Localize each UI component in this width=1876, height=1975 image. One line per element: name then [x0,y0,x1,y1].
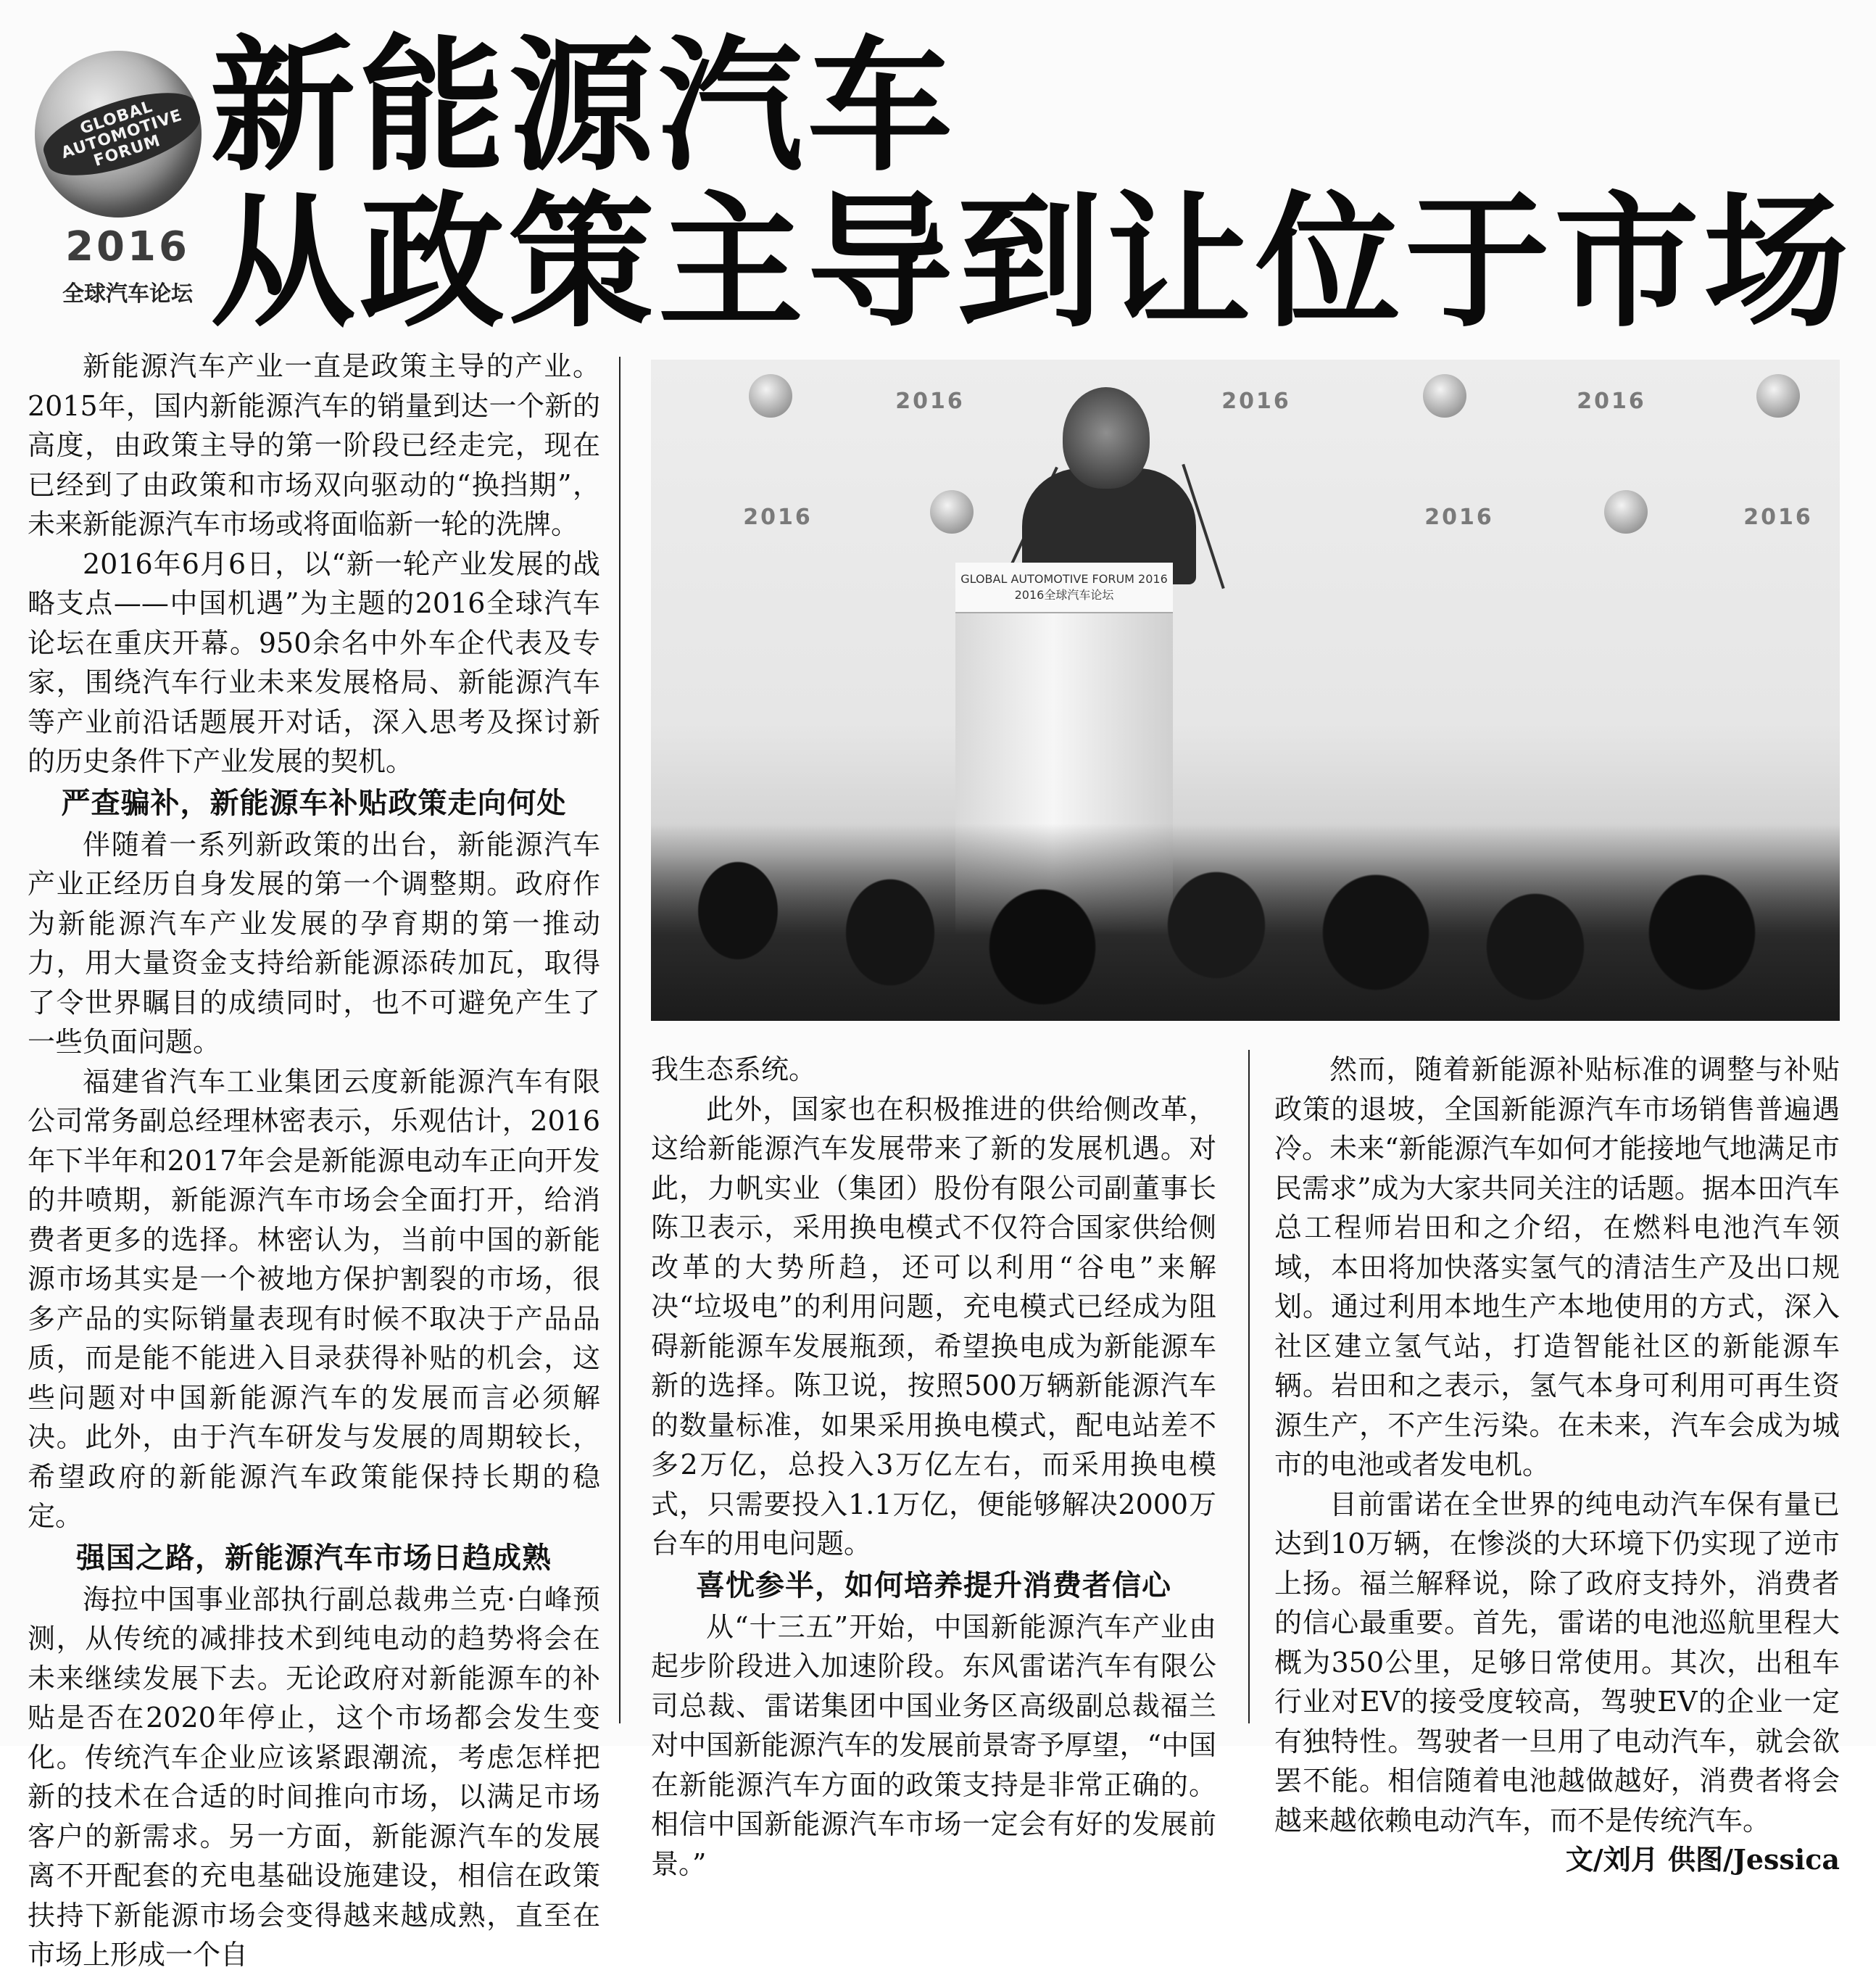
paragraph: 目前雷诺在全世界的纯电动汽车保有量已达到10万辆，在惨淡的大环境下仍实现了逆市上扬。福兰解释说，除了政府支持外，消费者的信心最重要。首先，雷诺的电池巡航里程大概为350公里，足够日常使用。其次，出租车行业对EV的接受度较高，驾驶EV的企业一定有独特性。驾驶者一旦用了电动汽车，就会欲罢不能。相信随着电池越做越好，消费者将会越来越依赖电动汽车，而不是传统汽车。 [1274,1488,1840,1837]
column-divider [1248,1050,1250,1723]
subheading: 严查骗补，新能源车补贴政策走向何处 [61,786,567,820]
backdrop-year: 2016 [743,505,813,530]
paragraph: 我生态系统。 [651,1053,817,1085]
podium-sign [955,563,1173,613]
article-column-2 [651,1050,1216,1884]
backdrop-logo [1419,505,1499,530]
article-column-1 [28,347,600,1975]
paragraph: 2016年6月6日，以“新一轮产业发展的战略支点——中国机遇”为主题的2016全球汽车论坛在重庆开幕。950余名中外车企代表及专家，围绕汽车行业未来发展格局、新能源汽车等产业前沿话题展开对话，深入思考及探讨新的历史条件下产业发展的契机。 [28,547,600,777]
logo-year: 2016 [65,223,190,270]
backdrop-logo [1738,374,1818,421]
globe-icon [749,374,792,418]
globe-icon [930,490,974,534]
forum-logo [35,51,209,307]
backdrop-year: 2016 [1743,505,1813,530]
byline-credit: 文/刘月 供图/Jessica [1565,1843,1840,1876]
headline-line-1: 新能源汽车 [210,22,958,191]
backdrop-logo [1405,374,1485,421]
paragraph: 从“十三五”开始，中国新能源汽车产业由起步阶段进入加速阶段。东风雷诺汽车有限公司总裁、雷诺集团中国业务区高级副总裁福兰对中国新能源汽车的发展前景寄予厚望，“中国在新能源汽车方面的政策支持是非常正确的。相信中国新能源汽车市场一定会有好的发展前景。” [651,1610,1216,1880]
backdrop-year: 2016 [895,389,965,414]
backdrop-year: 2016 [1424,505,1494,530]
backdrop-year: 2016 [1221,389,1291,414]
backdrop-logo [731,374,810,421]
logo-band-text: GLOBAL AUTOMOTIVE FORUM [36,78,207,190]
headline-line-2: 从政策主导到让位于市场 [210,178,1854,347]
backdrop-logo [1586,490,1666,537]
subheading: 强国之路，新能源汽车市场日趋成熟 [76,1541,552,1575]
paragraph: 此外，国家也在积极推进的供给侧改革，这给新能源汽车发展带来了新的发展机遇。对此，力帆实业（集团）股份有限公司副董事长陈卫表示，采用换电模式不仅符合国家供给侧改革的大势所趋，还可以利用“谷电”来解决“垃圾电”的利用问题，充电模式已经成为阻碍新能源车发展瓶颈，希望换电成为新能源车新的选择。陈卫说，按照500万辆新能源汽车的数量标准，如果采用换电模式，配电站差不多2万亿，总投入3万亿左右，而采用换电模式，只需要投入1.1万亿，便能够解决2000万台车的用电问题。 [651,1093,1216,1560]
logo-chinese-name: 全球汽车论坛 [62,281,193,307]
podium-sign-line-1: GLOBAL AUTOMOTIVE FORUM 2016 [960,572,1168,586]
paragraph: 然而，随着新能源补贴标准的调整与补贴政策的退坡，全国新能源汽车市场销售普遍遇冷。未来“新能源汽车如何才能接地气地满足市民需求”成为大家共同关注的话题。据本田汽车总工程师岩田和之介绍，在燃料电池汽车领域，本田将加快落实氢气的清洁生产及出口规划。通过利用本地生产本地使用的方式，深入社区建立氢气站，打造智能社区的新能源车辆。岩田和之表示，氢气本身可利用可再生资源生产，不产生污染。在未来，汽车会成为城市的电池或者发电机。 [1274,1053,1840,1481]
audience-silhouettes [651,824,1840,1021]
podium-sign-line-2: 2016全球汽车论坛 [1014,588,1114,602]
backdrop-logo [1572,389,1651,414]
headline [210,22,1863,347]
backdrop-logo [890,389,970,414]
subheading: 喜忧参半，如何培养提升消费者信心 [696,1568,1171,1602]
article-column-3 [1274,1050,1840,1880]
backdrop-logo [1216,389,1296,414]
globe-icon [1604,490,1648,534]
paragraph: 福建省汽车工业集团云度新能源汽车有限公司常务副总经理林密表示，乐观估计，2016年下半年和2017年会是新能源电动车正向开发的井喷期，新能源汽车市场会全面打开，给消费者更多的选择。林密认为，当前中国的新能源市场其实是一个被地方保护割裂的市场，很多产品的实际销量表现有时候不取决于产品品质，而是能不能进入目录获得补贴的机会，这些问题对中国新能源汽车的发展而言必须解决。此外，由于汽车研发与发展的周期较长，希望政府的新能源汽车政策能保持长期的稳定。 [28,1065,600,1532]
paragraph: 新能源汽车产业一直是政策主导的产业。2015年，国内新能源汽车的销量到达一个新的高度，由政策主导的第一阶段已经走完，现在已经到了由政策和市场双向驱动的“换挡期”，未来新能源汽车市场或将面临新一轮的洗牌。 [28,350,600,540]
paragraph: 伴随着一系列新政策的出台，新能源汽车产业正经历自身发展的第一个调整期。政府作为新能源汽车产业发展的孕育期的第一推动力，用大量资金支持给新能源添砖加瓦，取得了令世界瞩目的成绩同时，也不可避免产生了一些负面问题。 [28,828,600,1058]
paragraph: 海拉中国事业部执行副总裁弗兰克·白峰预测，从传统的减排技术到纯电动的趋势将会在未来继续发展下去。无论政府对新能源车的补贴是否在2020年停止，这个市场都会发生变化。传统汽车企业应该紧跟潮流，考虑怎样把新的技术在合适的时间推向市场，以满足市场客户的新需求。另一方面，新能源汽车的发展离不开配套的充电基础设施建设，相信在政策扶持下新能源市场会变得越来越成熟，直至在市场上形成一个自 [28,1583,600,1971]
backdrop-logo [738,505,818,530]
globe-icon [1423,374,1466,418]
globe-icon [1756,374,1800,418]
backdrop-year: 2016 [1577,389,1646,414]
backdrop-logo [912,490,992,537]
speaker-head [1063,387,1150,489]
forum-photo [651,360,1840,1021]
column-divider [619,357,621,1723]
backdrop-logo [1738,505,1818,530]
